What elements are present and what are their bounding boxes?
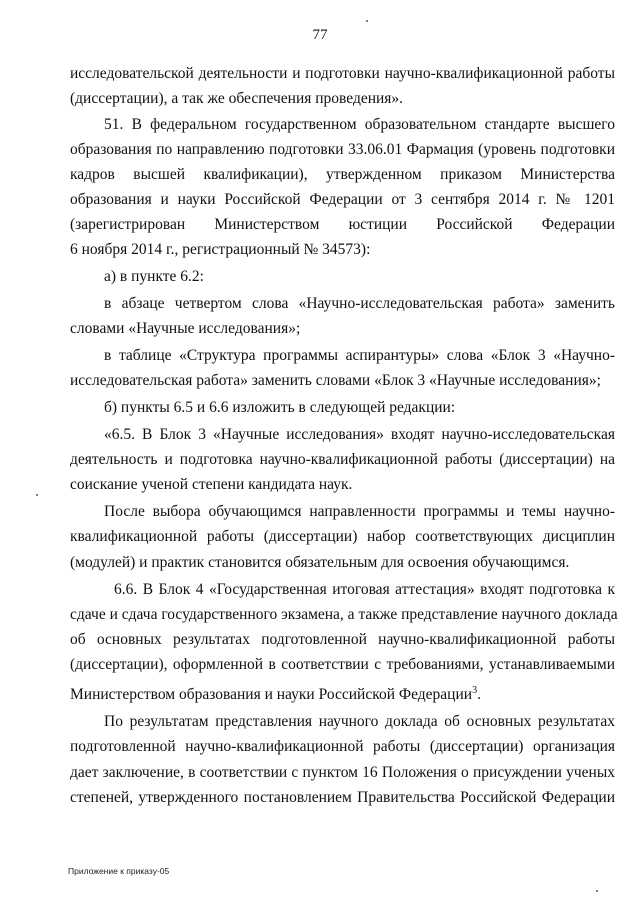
text-line: (диссертации), а так же обеспечения проведения». [70, 90, 404, 107]
text-line: После выбора обучающимся направленности программы и темы научно- [104, 503, 615, 520]
text-line: подготовленной научно-квалификационной работы (диссертации) организация [70, 738, 615, 755]
text-line: «6.5. В Блок 3 «Научные исследования» входят научно-исследовательская [104, 426, 615, 443]
page-number: 77 [312, 27, 328, 43]
footnote-marker: 3 [472, 685, 478, 696]
text-line: По результатам представления научного доклада об основных результатах [104, 713, 615, 730]
text-line: 6 ноября 2014 г., регистрационный № 34573): [70, 241, 371, 258]
text-line: дает заключение, в соответствии с пунктом 16 Положения о присуждении ученых [70, 764, 615, 781]
text-line: квалификационной работы (диссертации) набор соответствующих дисциплин [70, 528, 615, 545]
text-line: 51. В федеральном государственном образовательном стандарте высшего [104, 116, 615, 133]
text-line: в абзаце четвертом слова «Научно-исследовательская работа» заменить [104, 295, 615, 312]
footer-note: Приложение к приказу-05 [68, 866, 170, 876]
text-line: 6.6. В Блок 4 «Государственная итоговая аттестация» входят подготовка к [114, 581, 615, 598]
text-line: степеней, утвержденного постановлением Правительства Российской Федерации [70, 789, 615, 806]
scan-speck [36, 494, 38, 496]
text-line: сдаче и сдача государственного экзамена, а также представление научного доклада [70, 606, 618, 623]
text-line: Министерством образования и науки Российской Федерации$^3$. [70, 685, 481, 704]
text-line: образования по направлению подготовки 33.06.01 Фармация (уровень подготовки [70, 141, 615, 158]
text-line: словами «Научные исследования»; [70, 320, 301, 337]
scan-speck [596, 890, 598, 892]
text-line: (зарегистрирован Министерством юстиции Российской Федерации [70, 216, 615, 233]
text-line: (диссертации), оформленной в соответствии с требованиями, устанавливаемыми [70, 656, 615, 673]
text-line: б) пункты 6.5 и 6.6 изложить в следующей редакции: [104, 399, 456, 416]
text-line: исследовательская работа» заменить словами «Блок 3 «Научные исследования»; [70, 372, 601, 389]
text-line: соискание ученой степени кандидата наук. [70, 476, 353, 493]
text-line: а) в пункте 6.2: [104, 268, 204, 285]
text-line: об основных результатах подготовленной научно-квалификационной работы [70, 631, 615, 648]
text-line: в таблице «Структура программы аспирантуры» слова «Блок 3 «Научно- [104, 347, 615, 364]
text-line: исследовательской деятельности и подготовки научно-квалификационной работы [70, 65, 615, 82]
text-line: деятельность и подготовка научно-квалификационной работы (диссертации) на [70, 451, 615, 468]
scan-speck [366, 20, 368, 22]
text-line: (модулей) и практик становится обязательным для освоения обучающимся. [70, 554, 570, 571]
text-line: образования и науки Российской Федерации от 3 сентября 2014 г. № 1201 [70, 191, 615, 208]
text-line: кадров высшей квалификации), утвержденном приказом Министерства [70, 166, 615, 183]
